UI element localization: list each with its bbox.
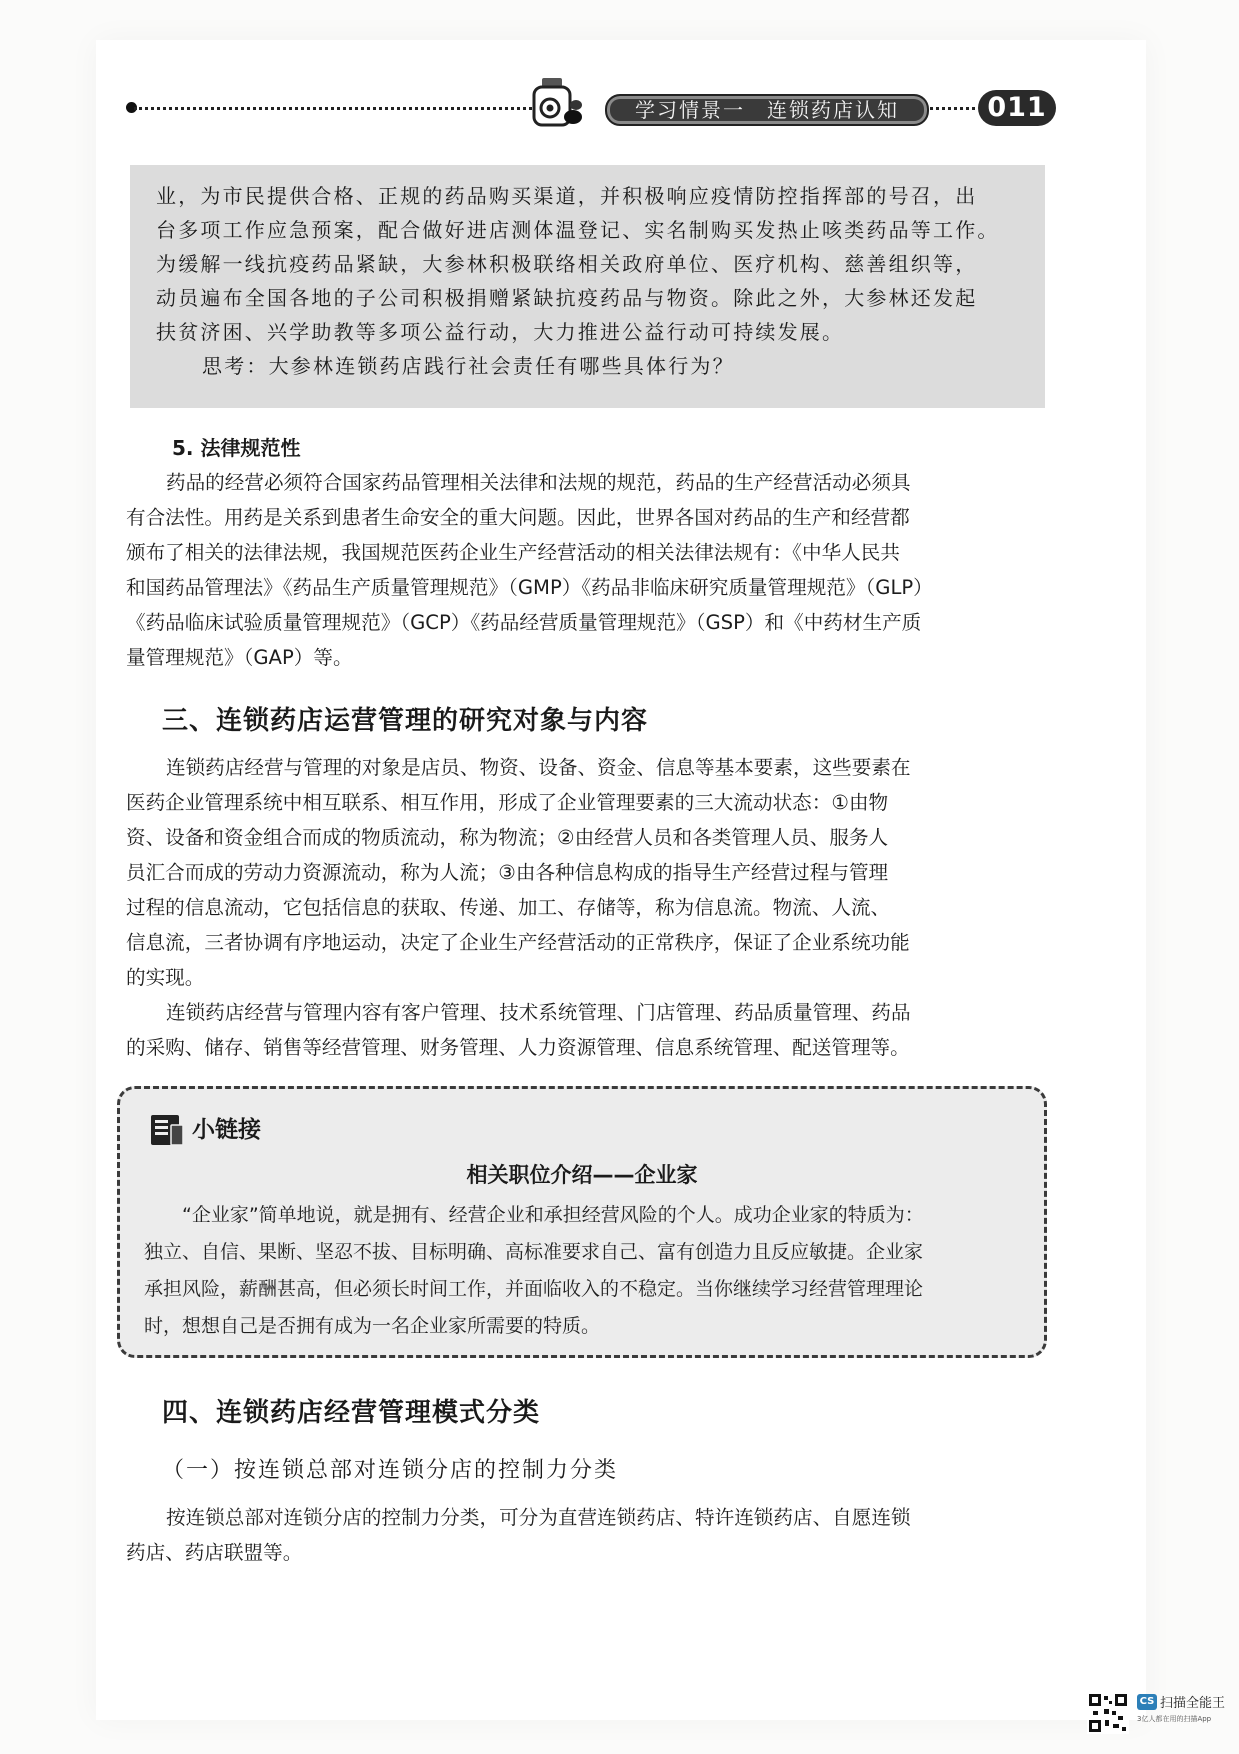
medicine-bottle-icon (528, 76, 588, 132)
law-paragraph (126, 465, 1051, 675)
link-label: 小链接 (192, 1117, 261, 1143)
law-line: 《药品临床试验质量管理规范》（GCP）《药品经营质量管理规范》（GSP）和《中药材生产质 (126, 611, 922, 634)
link-line: 时，想想自己是否拥有成为一名企业家所需要的特质。 (144, 1315, 601, 1337)
section3-line: 连锁药店经营与管理的对象是店员、物资、设备、资金、信息等基本要素，这些要素在 (166, 756, 911, 779)
case-study-box (130, 165, 1045, 408)
section3-line: 的实现。 (126, 966, 205, 989)
section4-subheading: （一）按连锁总部对连锁分店的控制力分类 (162, 1458, 619, 1483)
header-dotted-line-right (930, 107, 975, 110)
section4-line: 药店、药店联盟等。 (126, 1541, 303, 1564)
law-heading: 5. 法律规范性 (172, 436, 301, 460)
section3-line: 资、设备和资金组合而成的物质流动，称为物流；②由经营人员和各类管理人员、服务人 (126, 826, 889, 849)
law-line: 药品的经营必须符合国家药品管理相关法律和法规的规范，药品的生产经营活动必须具 (166, 471, 911, 494)
scanner-logo-badge: CS (1137, 1694, 1157, 1710)
page-number: 011 (978, 90, 1056, 126)
case-question: 思考：大参林连锁药店践行社会责任有哪些具体行为？ (202, 354, 735, 378)
law-line: 有合法性。用药是关系到患者生命安全的重大问题。因此，世界各国对药品的生产和经营都 (126, 506, 910, 529)
case-line: 动员遍布全国各地的子公司积极捐赠紧缺抗疫药品与物资。除此之外，大参林还发起 (156, 286, 978, 310)
section3-heading: 三、连锁药店运营管理的研究对象与内容 (162, 706, 649, 736)
link-line: 独立、自信、果断、坚忍不拔、目标明确、高标准要求自己、富有创造力且反应敏捷。企业家 (144, 1241, 924, 1263)
qr-code-icon (1087, 1692, 1129, 1734)
scanner-watermark (1087, 1690, 1227, 1740)
link-line: “企业家”简单地说，就是拥有、经营企业和承担经营风险的个人。成功企业家的特质为： (182, 1204, 924, 1226)
section3-line: 过程的信息流动，它包括信息的获取、传递、加工、存储等，称为信息流。物流、人流、 (126, 896, 891, 919)
case-line: 业，为市民提供合格、正规的药品购买渠道，并积极响应疫情防控指挥部的号召，出 (156, 184, 978, 208)
section3-line: 员汇合而成的劳动力资源流动，称为人流；③由各种信息构成的指导生产经营过程与管理 (126, 861, 889, 884)
link-body (144, 1197, 1034, 1345)
section4-line: 按连锁总部对连锁分店的控制力分类，可分为直营连锁药店、特许连锁药店、自愿连锁 (166, 1506, 911, 1529)
law-line: 量管理规范》（GAP）等。 (126, 646, 353, 669)
section3-line: 信息流，三者协调有序地运动，决定了企业生产经营活动的正常秩序，保证了企业系统功能 (126, 931, 910, 954)
link-line: 承担风险，薪酬甚高，但必须长时间工作，并面临收入的不稳定。当你继续学习经营管理理论 (144, 1278, 924, 1300)
scanner-app-name: 扫描全能王 (1160, 1696, 1226, 1711)
section3-line: 连锁药店经营与管理内容有客户管理、技术系统管理、门店管理、药品质量管理、药品 (166, 1001, 911, 1024)
section3-paragraphs (126, 750, 1051, 1065)
section3-line: 医药企业管理系统中相互联系、相互作用，形成了企业管理要素的三大流动状态：①由物 (126, 791, 889, 814)
case-line: 扶贫济困、兴学助教等多项公益行动，大力推进公益行动可持续发展。 (156, 320, 845, 344)
case-line: 台多项工作应急预案，配合做好进店测体温登记、实名制购买发热止咳类药品等工作。 (156, 218, 1000, 242)
section4-heading: 四、连锁药店经营管理模式分类 (162, 1398, 541, 1428)
book-icon (150, 1113, 184, 1147)
section4-paragraph (126, 1500, 1051, 1570)
law-line: 颁布了相关的法律法规，我国规范医药企业生产经营活动的相关法律法规有：《中华人民共 (126, 541, 900, 564)
header-dotted-line (134, 107, 544, 110)
link-box (117, 1086, 1047, 1358)
law-line: 和国药品管理法》《药品生产质量管理规范》（GMP）《药品非临床研究质量管理规范》（GLP） (126, 576, 933, 599)
case-line: 为缓解一线抗疫药品紧缺，大参林积极联络相关政府单位、医疗机构、慈善组织等， (156, 252, 978, 276)
chapter-title-pill: 学习情景一 连锁药店认知 (605, 94, 929, 126)
section3-line: 的采购、储存、销售等经营管理、财务管理、人力资源管理、信息系统管理、配送管理等。 (126, 1036, 910, 1059)
link-title: 相关职位介绍——企业家 (466, 1163, 698, 1187)
scanner-tagline: 3亿人都在用的扫描App (1137, 1715, 1212, 1723)
